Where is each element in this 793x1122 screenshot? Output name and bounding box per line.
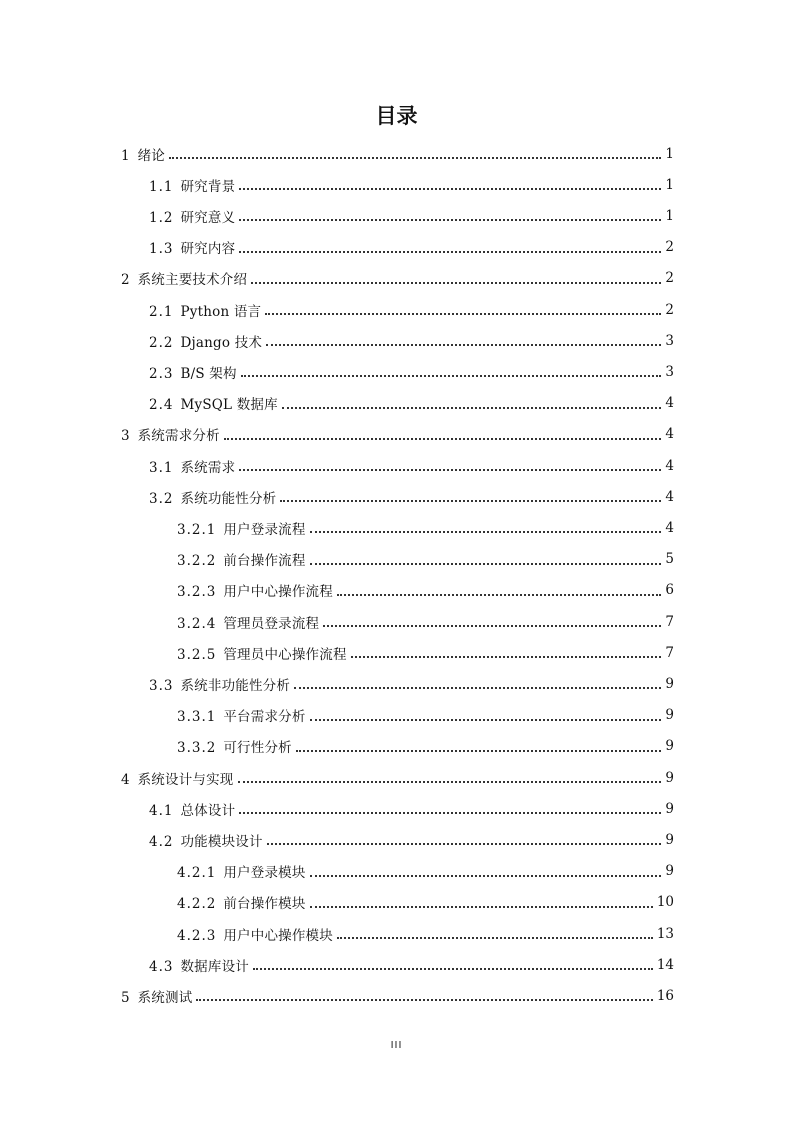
toc-entry-page: 9 (665, 738, 674, 755)
dot-leader (266, 343, 661, 346)
toc-entry[interactable] (149, 356, 674, 387)
toc-entry-page: 1 (665, 176, 674, 193)
toc-entry[interactable] (121, 263, 674, 294)
toc-entry-number: 5 (121, 989, 131, 1006)
toc-entry-number: 1 (121, 147, 131, 164)
toc-entry[interactable] (121, 419, 674, 450)
toc-entry-text: 研究背景 (180, 178, 236, 195)
toc-entry[interactable] (149, 232, 674, 263)
toc-entry-label (149, 674, 290, 694)
toc-entry-page: 14 (656, 956, 674, 973)
toc-entry[interactable] (177, 731, 674, 762)
toc-entry-page: 9 (665, 800, 674, 817)
toc-entry[interactable] (121, 138, 674, 169)
toc-entry[interactable] (177, 856, 674, 887)
toc-entry-page: 5 (665, 551, 674, 568)
toc-entry-number: 3.3.2 (177, 740, 217, 757)
toc-entry-label (177, 612, 319, 632)
toc-entry-page: 9 (665, 675, 674, 692)
toc-entry[interactable] (177, 512, 674, 543)
toc-entry-label (149, 175, 235, 195)
toc-entry-page: 6 (665, 582, 674, 599)
toc-entry[interactable] (149, 294, 674, 325)
toc-entry-page: 4 (665, 488, 674, 505)
toc-entry-label (149, 456, 235, 476)
dot-leader (280, 499, 661, 502)
toc-entry[interactable] (177, 575, 674, 606)
toc-entry-text: 前台操作模块 (223, 896, 306, 913)
toc-entry[interactable] (177, 637, 674, 668)
dot-leader (241, 374, 662, 377)
dot-leader (239, 250, 661, 253)
toc-entry-page: 4 (665, 457, 674, 474)
toc-entry-label (177, 861, 306, 881)
toc-entry[interactable] (177, 544, 674, 575)
dot-leader (239, 218, 661, 221)
toc-entry[interactable] (121, 980, 674, 1011)
dot-leader (224, 437, 662, 440)
toc-entry-page: 1 (665, 207, 674, 224)
toc-entry-page: 4 (665, 519, 674, 536)
dot-leader (169, 156, 661, 159)
toc-entry-number: 4.2.2 (177, 896, 217, 913)
toc-entry-text: 系统需求分析 (137, 428, 220, 445)
toc-entry-number: 4.2.3 (177, 927, 217, 944)
toc-entry-page: 10 (656, 894, 674, 911)
toc-entry-page: 7 (665, 613, 674, 630)
page-title: 目录 (375, 104, 418, 128)
toc-entry-number: 2.4 (149, 397, 174, 414)
toc-entry-number: 4.2.1 (177, 865, 217, 882)
toc-entry-number: 3.2.2 (177, 553, 217, 570)
toc-entry-label (121, 268, 247, 288)
dot-leader (253, 967, 653, 970)
toc-entry-label (149, 237, 235, 257)
toc-entry-number: 4.1 (149, 802, 174, 819)
toc-entry-page: 9 (665, 707, 674, 724)
dot-leader (296, 749, 662, 752)
dot-leader (239, 187, 661, 190)
toc-entry-number: 1.2 (149, 209, 174, 226)
dot-leader (239, 468, 661, 471)
toc-entry-text: 绪论 (137, 147, 165, 164)
toc-entry-page: 3 (665, 332, 674, 349)
dot-leader (310, 874, 662, 877)
toc-entry-number: 3.1 (149, 459, 174, 476)
toc-entry-label (121, 424, 220, 444)
toc-entry[interactable] (149, 824, 674, 855)
toc-entry-text: 用户中心操作流程 (223, 584, 333, 601)
toc-entry[interactable] (149, 200, 674, 231)
toc-entry-label (149, 362, 237, 382)
toc-entry-text: MySQL 数据库 (180, 397, 278, 414)
dot-leader (337, 936, 653, 939)
toc-entry-text: 系统测试 (137, 989, 193, 1006)
toc-entry-text: 总体设计 (180, 802, 236, 819)
dot-leader (294, 686, 661, 689)
toc-entry[interactable] (177, 606, 674, 637)
toc-entry-label (149, 300, 261, 320)
toc-entry-page: 13 (656, 925, 674, 942)
toc-entry-text: 研究意义 (180, 209, 236, 226)
dot-leader (337, 593, 661, 596)
toc-entry[interactable] (177, 700, 674, 731)
toc-entry-label (177, 549, 306, 569)
toc-entry[interactable] (177, 887, 674, 918)
toc-entry-number: 3.2 (149, 490, 174, 507)
dot-leader (310, 562, 662, 565)
toc-entry-number: 4.3 (149, 958, 174, 975)
toc-entry-page: 2 (665, 270, 674, 287)
toc-entry-label (177, 705, 306, 725)
toc-entry-number: 4 (121, 771, 131, 788)
toc-entry-number: 3.3 (149, 677, 174, 694)
toc-entry[interactable] (149, 668, 674, 699)
dot-leader (265, 312, 661, 315)
toc-entry-text: 平台需求分析 (223, 709, 306, 726)
toc-entry-label (149, 331, 262, 351)
dot-leader (323, 624, 661, 627)
toc-entry-label (149, 955, 249, 975)
toc-entry-text: 用户登录模块 (223, 865, 306, 882)
toc-entry-text: 系统非功能性分析 (180, 677, 291, 694)
toc-entry-page: 1 (665, 145, 674, 162)
dot-leader (310, 718, 662, 721)
toc-entry-label (149, 487, 276, 507)
toc-entry-text: Django 技术 (180, 334, 263, 351)
toc-entry-number: 2.2 (149, 334, 174, 351)
toc-entry-text: 功能模块设计 (180, 833, 263, 850)
toc-entry-number: 1.1 (149, 178, 174, 195)
toc-entry-label (177, 736, 292, 756)
toc-entry-label (149, 830, 263, 850)
toc-entry-label (177, 580, 333, 600)
toc-entry-number: 3.2.5 (177, 646, 217, 663)
toc-entry-text: 前台操作流程 (223, 553, 306, 570)
toc-entry-page: 7 (665, 644, 674, 661)
toc-entry-page: 4 (665, 395, 674, 412)
toc-entry-label (121, 768, 234, 788)
dot-leader (267, 842, 662, 845)
toc-entry-number: 3.2.1 (177, 521, 217, 538)
dot-leader (282, 406, 662, 409)
toc-entry-number: 3.2.4 (177, 615, 217, 632)
dot-leader (238, 780, 662, 783)
toc-entry-number: 2.3 (149, 365, 174, 382)
toc-entry-text: 研究内容 (180, 241, 236, 258)
toc-entry-text: 用户登录流程 (223, 521, 306, 538)
toc-entry-number: 4.2 (149, 833, 174, 850)
page-number-footer: III (390, 1040, 403, 1051)
toc-entry-label (177, 892, 306, 912)
toc-entry-label (121, 986, 192, 1006)
toc-entry-page: 4 (665, 426, 674, 443)
dot-leader (310, 530, 662, 533)
toc-entry-label (177, 924, 333, 944)
toc-entry-page: 2 (665, 239, 674, 256)
toc-entry-label (149, 799, 235, 819)
toc-entry-text: 系统设计与实现 (137, 771, 234, 788)
dot-leader (251, 281, 661, 284)
toc-entry-page: 16 (656, 987, 674, 1004)
toc-entry-number: 3.2.3 (177, 584, 217, 601)
toc-entry-number: 3.3.1 (177, 709, 217, 726)
toc-entry-label (177, 518, 306, 538)
toc-entry-label (121, 144, 165, 164)
toc-entry-text: 系统主要技术介绍 (137, 272, 248, 289)
toc-entry[interactable] (121, 762, 674, 793)
toc-entry-label (177, 643, 347, 663)
toc-entry-label (149, 206, 235, 226)
toc-entry[interactable] (149, 388, 674, 419)
toc-entry-text: 可行性分析 (223, 740, 292, 757)
toc-entry-number: 1.3 (149, 241, 174, 258)
toc-entry[interactable] (149, 325, 674, 356)
toc-entry-text: 管理员登录流程 (223, 615, 320, 632)
toc-entry-label (149, 393, 278, 413)
dot-leader (239, 811, 661, 814)
toc-entry-page: 9 (665, 863, 674, 880)
toc-entry[interactable] (177, 918, 674, 949)
toc-entry-page: 9 (665, 769, 674, 786)
toc-entry-text: 系统需求 (180, 459, 236, 476)
toc-entry-text: 系统功能性分析 (180, 490, 277, 507)
toc-entry-text: Python 语言 (180, 303, 262, 320)
toc-entry[interactable] (149, 450, 674, 481)
toc-entry-page: 3 (665, 363, 674, 380)
toc-entry-number: 2 (121, 272, 131, 289)
toc-entry-number: 3 (121, 428, 131, 445)
toc-entry[interactable] (149, 481, 674, 512)
toc-entry[interactable] (149, 793, 674, 824)
toc-entry-text: 数据库设计 (180, 958, 249, 975)
toc-entry[interactable] (149, 949, 674, 980)
toc-entry[interactable] (149, 169, 674, 200)
toc-entry-page: 2 (665, 301, 674, 318)
toc-entry-number: 2.1 (149, 303, 174, 320)
dot-leader (351, 655, 662, 658)
toc-entry-text: B/S 架构 (180, 365, 237, 382)
toc-entry-page: 9 (665, 831, 674, 848)
toc-entry-text: 用户中心操作模块 (223, 927, 333, 944)
toc-entry-text: 管理员中心操作流程 (223, 646, 347, 663)
dot-leader (196, 998, 652, 1001)
dot-leader (310, 905, 653, 908)
